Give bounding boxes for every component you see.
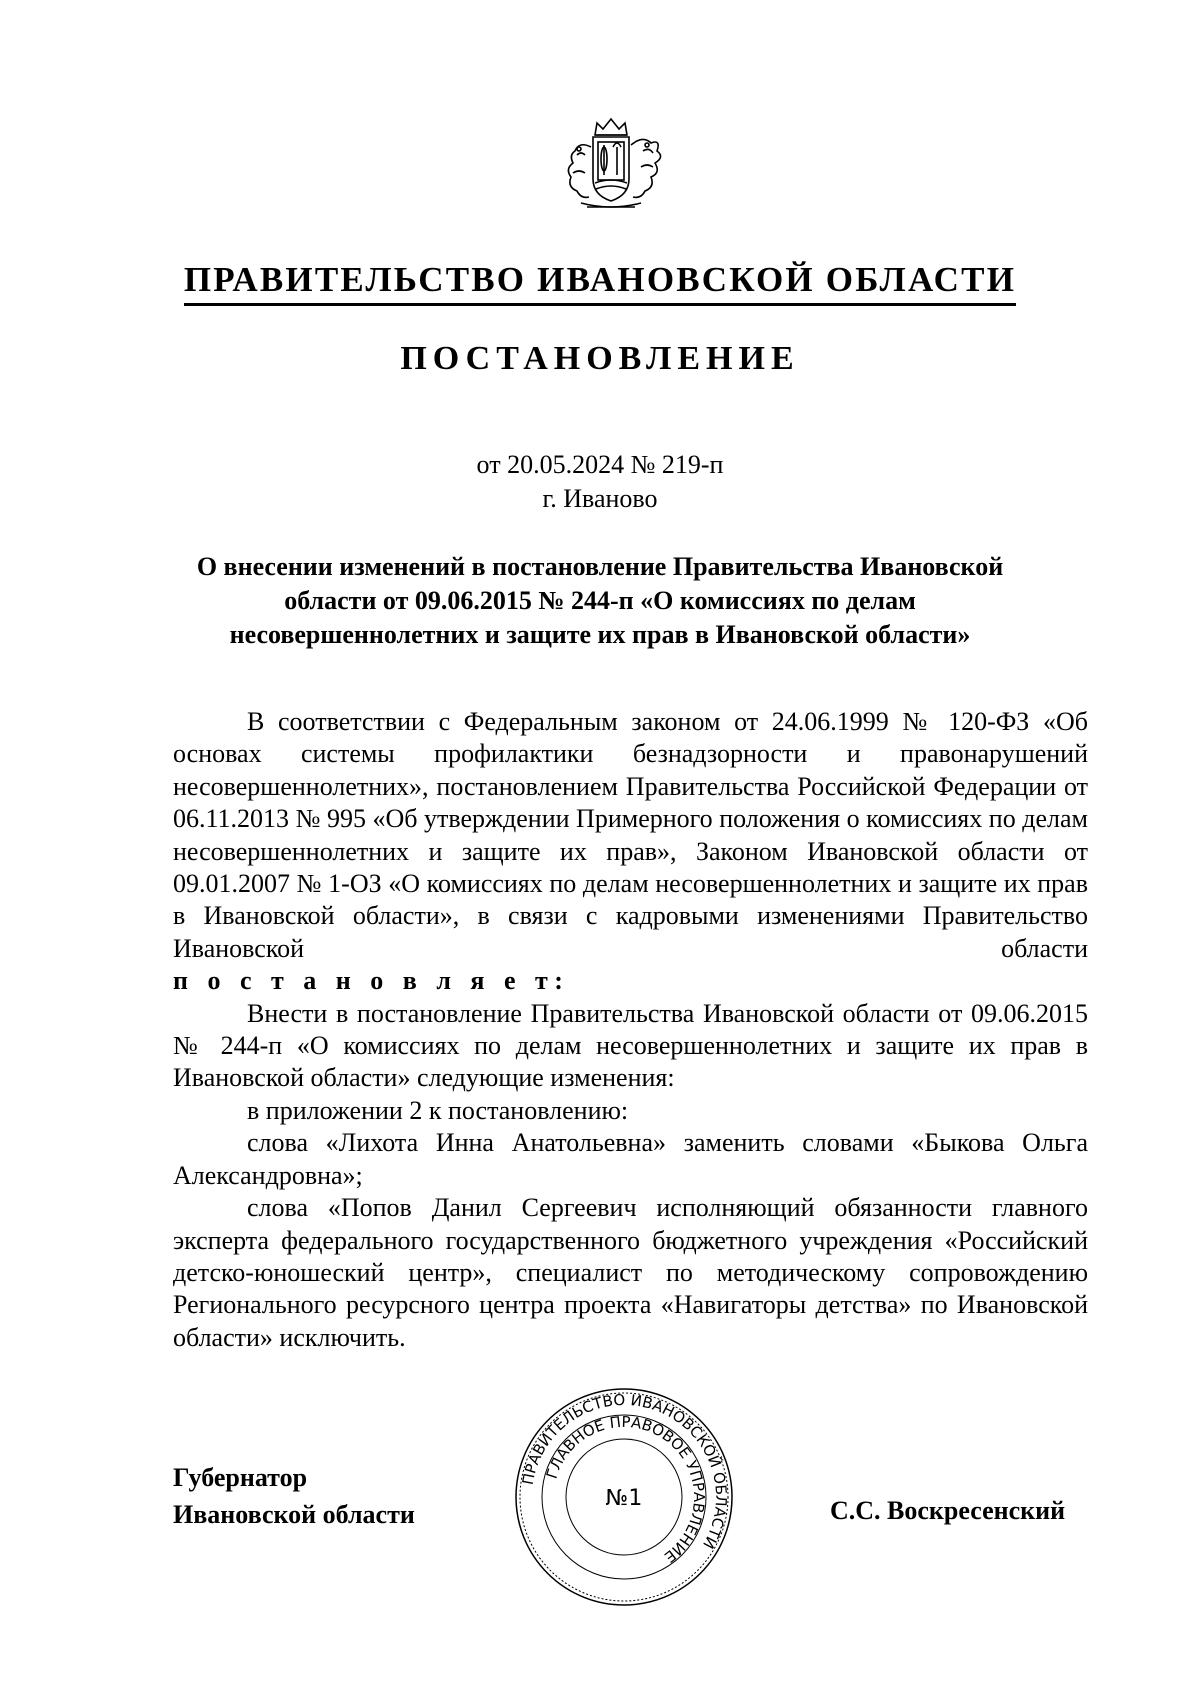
document-type: ПОСТАНОВЛЕНИЕ [400, 340, 800, 377]
signatory-name: С.С. Воскресенский [830, 1496, 1066, 1525]
preamble-paragraph: В соответствии с Федеральным законом от 24.06.1999 № 120-ФЗ «Об основах системы профилактики безнадзорности и правонарушений несовершеннолетних», постановлением Правительства Российской Федерации от 06.11.2013 № 995 «Об утверждении Примерного положения о комиссиях по делам несовершеннолетних и защите их прав», Законом Ивановской области от 09.01.2007 № 1-ОЗ «О комиссиях по делам несовершеннолетних и защите их прав в Ивановской области», в связи с кадровыми изменениями Правительство Ивановской области [173, 707, 1088, 963]
official-stamp [512, 1385, 736, 1609]
body-paragraph: Внести в постановление Правительства Ивановской области от 09.06.2015 № 244-п «О комиссиях по делам несовершеннолетних и защите их прав в Ивановской области» следующие изменения: [173, 998, 1088, 1093]
stamp-outer-text: ПРАВИТЕЛЬСТВО ИВАНОВСКОЙ ОБЛАСТИ [518, 1390, 731, 1552]
signatory-position [173, 1459, 415, 1533]
coat-of-arms-icon [551, 117, 671, 215]
city: г. Иваново [542, 484, 658, 513]
organization-name: ПРАВИТЕЛЬСТВО ИВАНОВСКОЙ ОБЛАСТИ [184, 260, 1016, 306]
position-line: Губернатор [173, 1463, 308, 1492]
date-number: от 20.05.2024 № 219-п [476, 450, 724, 479]
body-paragraph: слова «Попов Данил Сергеевич исполняющий обязанности главного эксперта федерального государственного бюджетного учреждения «Российский детско-юношеский центр», специалист по методическому сопровождению Регионального ресурсного центра проекта «Навигаторы детства» по Ивановской области» исключить. [173, 1193, 1088, 1352]
organization-heading [0, 260, 1200, 300]
document-meta [0, 448, 1200, 516]
resolves-word: п о с т а н о в л я е т: [173, 966, 570, 996]
stamp-number: №1 [605, 1486, 643, 1511]
stamp-inner-text: ГЛАВНОЕ ПРАВОВОЕ УПРАВЛЕНИЕ [542, 1412, 709, 1567]
body-paragraph: в приложении 2 к постановлению: [247, 1095, 629, 1125]
document-title: О внесении изменений в постановление Правительства Ивановской области от 09.06.2015 № 244-п «О комиссиях по делам несовершеннолетних и защите их прав в Ивановской области» [196, 552, 1004, 649]
document-body [173, 706, 1088, 1354]
position-line: Ивановской области [173, 1500, 415, 1529]
body-paragraph: слова «Лихота Инна Анатольевна» заменить словами «Быкова Ольга Александровна»; [173, 1128, 1088, 1190]
